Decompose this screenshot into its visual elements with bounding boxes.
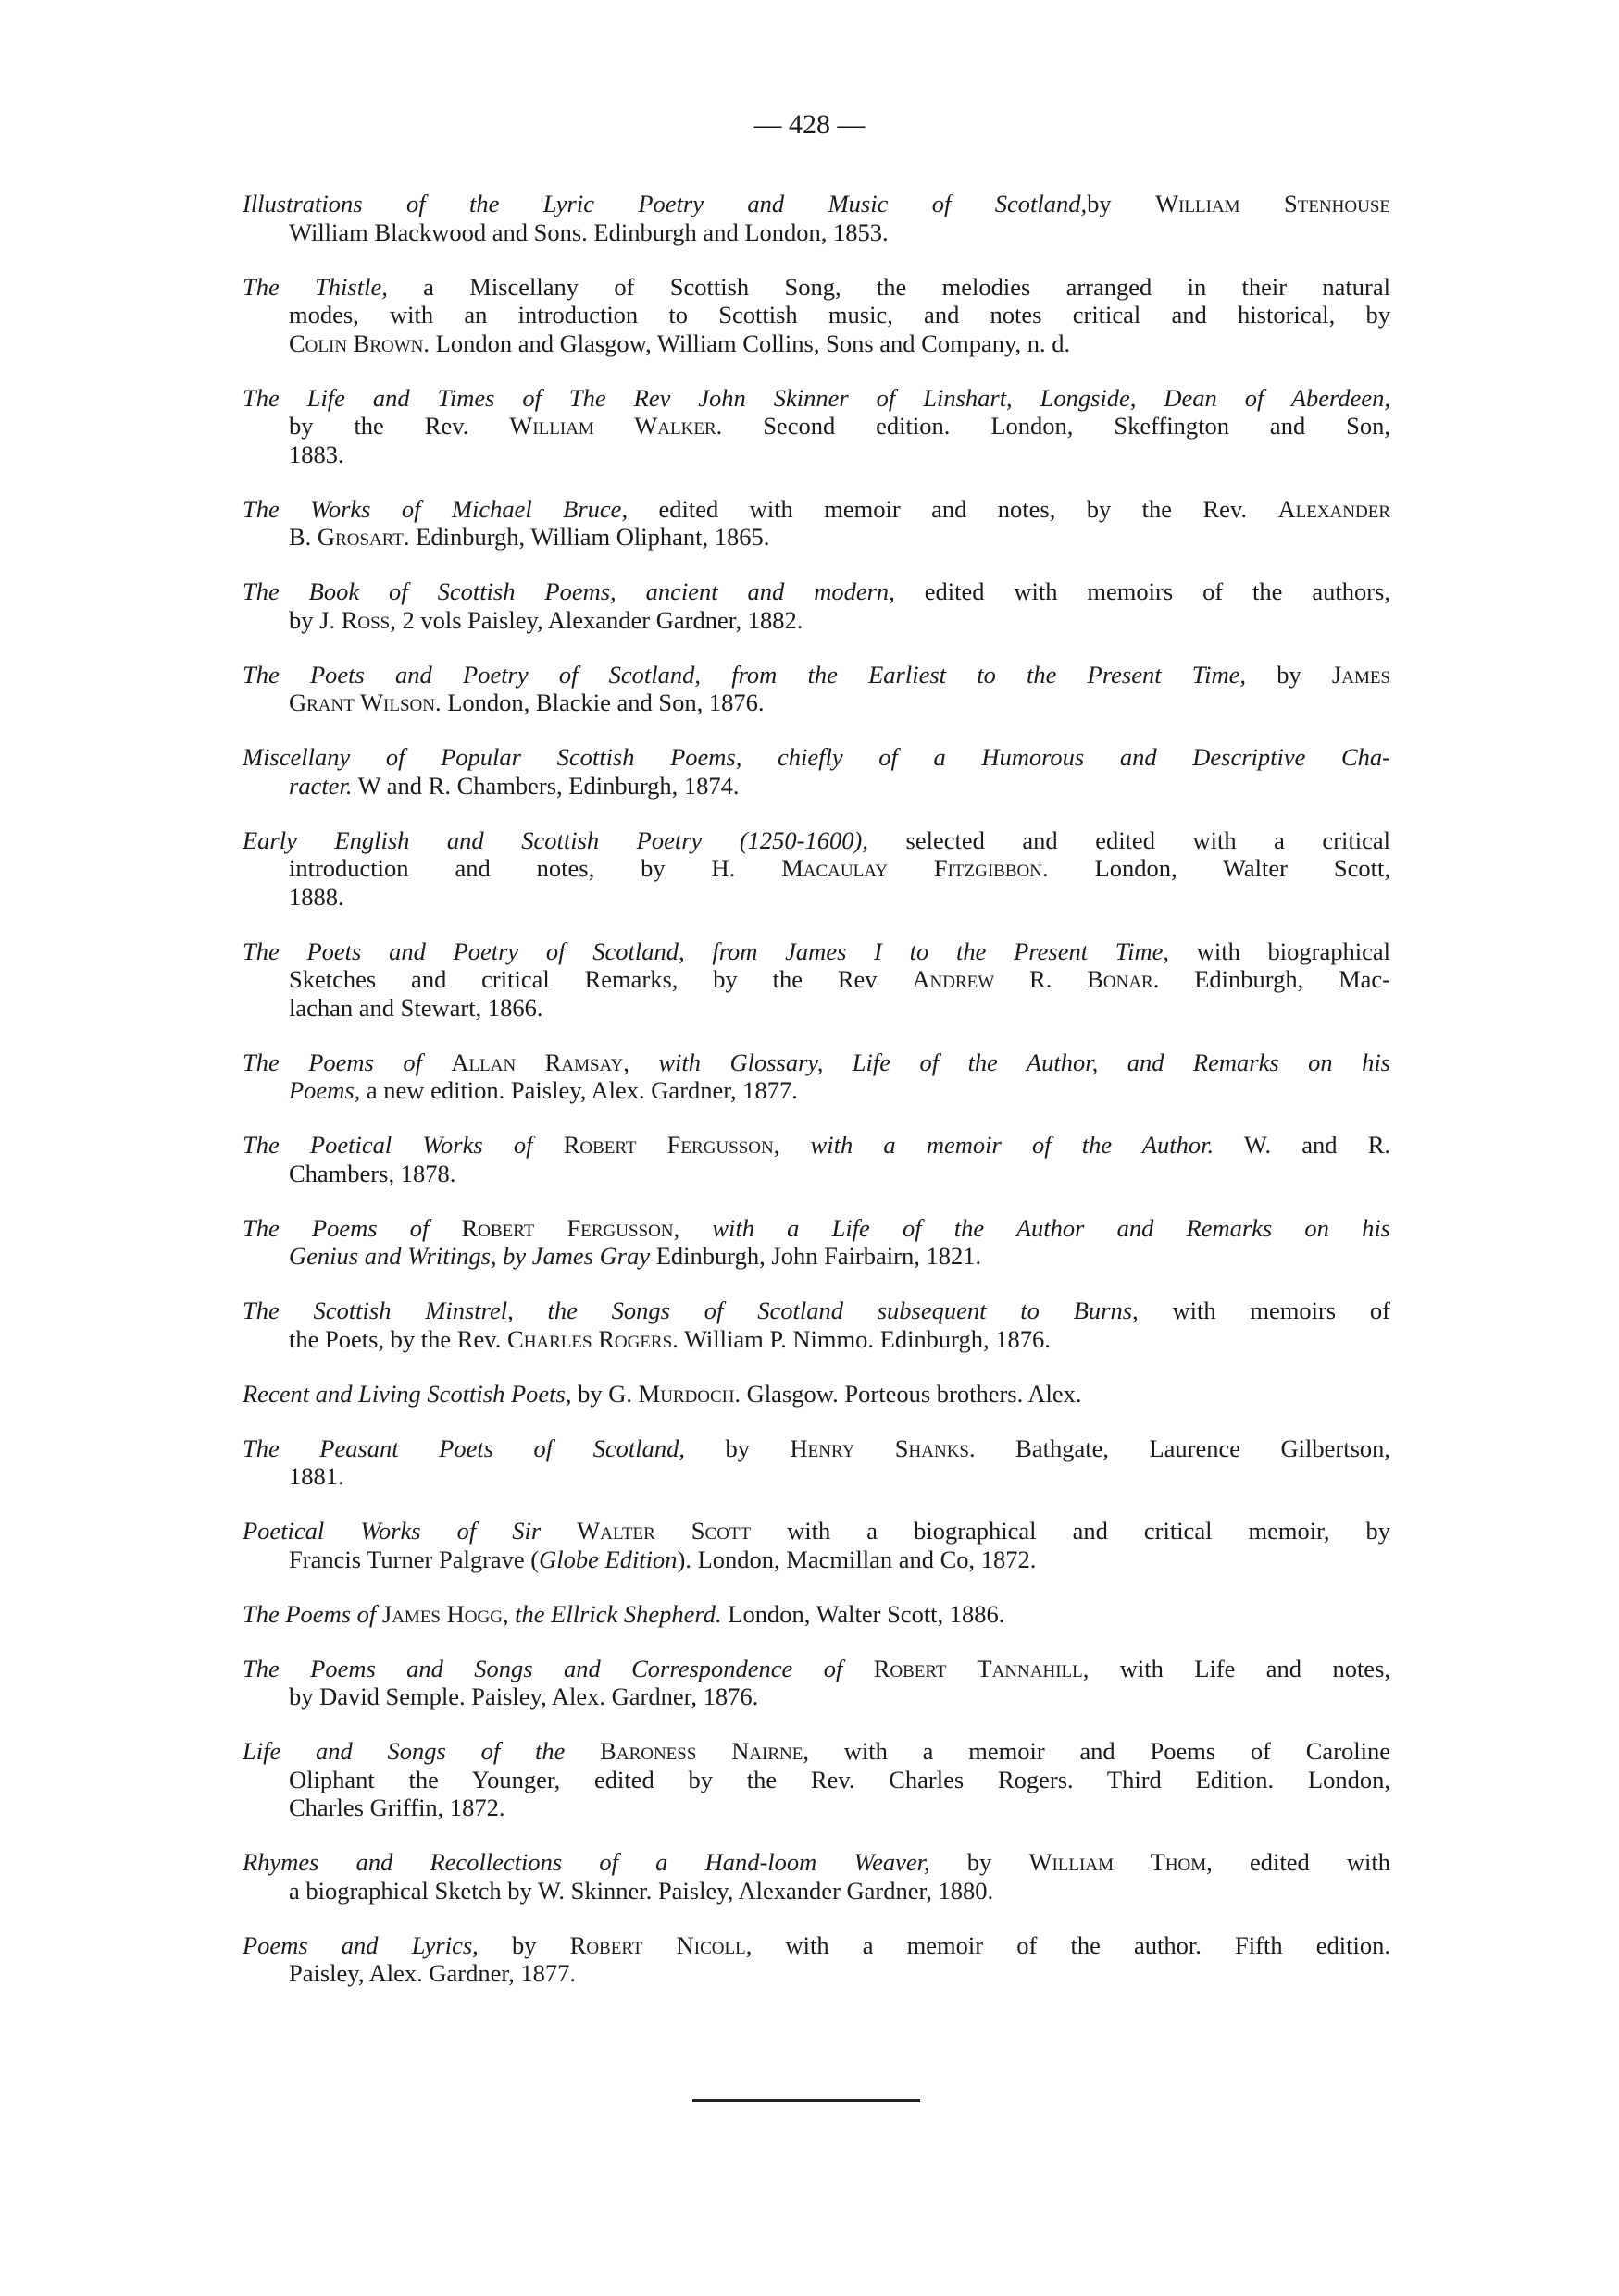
author-name: Baroness Nairne bbox=[600, 1737, 803, 1765]
author-name: Alexander bbox=[1277, 494, 1390, 523]
title-text: with a Life of the Author and Remarks on his bbox=[712, 1213, 1390, 1242]
entry-line bbox=[289, 689, 1390, 717]
page-number: — 428 — bbox=[753, 109, 866, 140]
entry-line bbox=[289, 301, 1390, 329]
entry-text: Francis Turner Palgrave ( bbox=[289, 1545, 540, 1573]
entry-line bbox=[243, 1297, 1390, 1325]
title-text: with a memoir of the Author. bbox=[810, 1131, 1214, 1159]
entry-text: 1883. bbox=[289, 440, 344, 468]
entry-text: W and R. Chambers, Edinburgh, 1874. bbox=[352, 771, 740, 800]
entry-line bbox=[289, 1545, 1390, 1574]
bibliography-entry bbox=[243, 273, 1390, 358]
author-name: William Stenhouse bbox=[1155, 190, 1390, 217]
entry-line bbox=[243, 1600, 1390, 1629]
entry-line bbox=[243, 1434, 1390, 1463]
entry-text: . Edinburgh, William Oliphant, 1865. bbox=[403, 523, 770, 551]
entry-text: a biographical Sketch by W. Skinner. Paisley, Alexander Gardner, 1880. bbox=[289, 1876, 994, 1905]
entry-text: by bbox=[1087, 190, 1156, 217]
entry-line bbox=[289, 965, 1390, 994]
author-name: William Walker bbox=[509, 412, 716, 440]
entry-text: lachan and Stewart, 1866. bbox=[289, 993, 543, 1022]
title-text: The Life and Times of The Rev John Skinner of Linshart, Longside, Dean of Aberdeen, bbox=[243, 383, 1390, 412]
entry-line bbox=[289, 218, 1390, 247]
entry-line bbox=[243, 1848, 1390, 1877]
bibliography-entry bbox=[243, 743, 1390, 800]
entry-line bbox=[243, 190, 1390, 218]
entry-text: by the Rev. bbox=[289, 412, 510, 440]
entry-text: selected and edited with a critical bbox=[867, 825, 1390, 854]
bibliography-entry bbox=[243, 1600, 1390, 1629]
entry-text: the Poets, by the Rev. bbox=[289, 1324, 508, 1353]
entry-line bbox=[289, 329, 1390, 358]
entry-text: . Edinburgh, Mac- bbox=[1152, 965, 1391, 993]
author-name: Macaulay Fitzgibbon bbox=[781, 854, 1042, 882]
entry-line bbox=[289, 1242, 1390, 1271]
entry-text: by David Semple. Paisley, Alex. Gardner, 1876. bbox=[289, 1682, 759, 1710]
entry-text: . Bathgate, Laurence Gilbertson, bbox=[969, 1433, 1391, 1462]
title-text: Rhymes and Recollections of a Hand-loom Weaver, bbox=[243, 1848, 930, 1876]
author-name: James bbox=[1331, 660, 1391, 689]
bibliography-entry bbox=[243, 1131, 1390, 1187]
entry-line bbox=[289, 523, 1390, 552]
entry-line bbox=[289, 1793, 1390, 1822]
entry-text: by bbox=[478, 1930, 570, 1959]
author-name: Grant Wilson bbox=[289, 689, 435, 716]
title-text: The Poems of bbox=[243, 1213, 462, 1242]
title-text: Genius and Writings, by James Gray bbox=[289, 1242, 651, 1270]
entry-text: William Blackwood and Sons. Edinburgh and London, 1853. bbox=[289, 217, 889, 246]
title-text: The Peasant Poets of Scotland, bbox=[243, 1433, 685, 1462]
bibliography-list bbox=[243, 190, 1390, 2014]
entry-text: modes, with an introduction to Scottish music, and notes critical and historical, by bbox=[289, 301, 1390, 329]
entry-text: , bbox=[502, 1599, 516, 1628]
entry-line bbox=[289, 441, 1390, 469]
closing-rule bbox=[692, 2099, 920, 2102]
author-name: B. Grosart bbox=[289, 523, 404, 551]
entry-text: Paisley, Alex. Gardner, 1877. bbox=[289, 1959, 577, 1987]
entry-text: , bbox=[673, 1213, 713, 1242]
entry-text: by J. bbox=[289, 605, 342, 634]
title-text: the Ellrick Shepherd. bbox=[515, 1599, 722, 1628]
entry-line bbox=[243, 1131, 1390, 1160]
entry-text: , with Life and notes, bbox=[1082, 1654, 1391, 1682]
title-text: Miscellany of Popular Scottish Poems, chiefly of a Humorous and Descriptive Cha- bbox=[243, 743, 1390, 771]
entry-line bbox=[289, 883, 1390, 912]
entry-line bbox=[243, 1380, 1390, 1409]
author-name: Robert Fergusson bbox=[461, 1213, 674, 1242]
author-name: Andrew R. Bonar bbox=[912, 965, 1153, 993]
entry-text: Sketches and critical Remarks, by the Rev bbox=[289, 965, 913, 993]
title-text: The Poems and Songs and Correspondence of bbox=[243, 1654, 874, 1682]
entry-line bbox=[289, 412, 1390, 441]
entry-text: ). London, Macmillan and Co, 1872. bbox=[677, 1545, 1037, 1573]
entry-text: Edinburgh, John Fairbairn, 1821. bbox=[650, 1242, 982, 1270]
bibliography-entry bbox=[243, 190, 1390, 246]
title-text: The Poems of bbox=[243, 1048, 452, 1076]
entry-text: edited with memoir and notes, by the Rev. bbox=[628, 494, 1278, 523]
bibliography-entry bbox=[243, 1049, 1390, 1105]
entry-text: introduction and notes, by H. bbox=[289, 854, 782, 882]
author-name: Walter Scott bbox=[577, 1517, 752, 1545]
entry-text: London, Walter Scott, 1886. bbox=[721, 1599, 1005, 1628]
entry-line bbox=[289, 1076, 1390, 1105]
author-name: Charles Rogers bbox=[507, 1324, 673, 1353]
author-name: William Thom bbox=[1028, 1848, 1207, 1876]
title-text: Early English and Scottish Poetry (1250-1600), bbox=[243, 825, 868, 854]
title-text: The Scottish Minstrel, the Songs of Scotland subsequent to Burns, bbox=[243, 1297, 1139, 1324]
author-name: Allan Ramsay bbox=[451, 1048, 624, 1076]
author-name: James Hogg bbox=[381, 1599, 503, 1628]
entry-line bbox=[289, 1325, 1390, 1354]
bibliography-entry bbox=[243, 1931, 1390, 1988]
entry-text: . William P. Nimmo. Edinburgh, 1876. bbox=[672, 1324, 1051, 1353]
entry-text: . London and Glasgow, William Collins, Sons and Company, n. d. bbox=[423, 329, 1071, 357]
entry-text: . Second edition. London, Skeffington and Son, bbox=[716, 412, 1391, 440]
entry-text: , edited with bbox=[1206, 1848, 1390, 1876]
entry-text: 1888. bbox=[289, 882, 344, 911]
title-text: Globe Edition bbox=[539, 1545, 678, 1573]
entry-text: a new edition. Paisley, Alex. Gardner, 1877. bbox=[360, 1076, 798, 1104]
entry-text: . London, Walter Scott, bbox=[1041, 854, 1390, 882]
author-name: Robert Nicoll bbox=[569, 1930, 746, 1959]
entry-line bbox=[289, 1766, 1390, 1794]
entry-line bbox=[289, 772, 1390, 800]
entry-text: Charles Griffin, 1872. bbox=[289, 1793, 505, 1821]
entry-text: edited with memoirs of the authors, bbox=[894, 577, 1390, 605]
author-name: Colin Brown bbox=[289, 329, 424, 357]
bibliography-entry bbox=[243, 1434, 1390, 1491]
author-name: Henry Shanks bbox=[790, 1433, 970, 1462]
entry-text: a Miscellany of Scottish Song, the melodies arranged in their natural bbox=[387, 272, 1390, 301]
bibliography-entry bbox=[243, 495, 1390, 552]
title-text: The Thistle, bbox=[243, 272, 388, 301]
bibliography-entry bbox=[243, 1297, 1390, 1353]
title-text: The Poetical Works of bbox=[243, 1131, 564, 1159]
entry-text: , with a memoir of the author. Fifth edition. bbox=[745, 1930, 1390, 1959]
title-text: The Poets and Poetry of Scotland, from James I to the Present Time, bbox=[243, 937, 1169, 965]
entry-line bbox=[289, 1160, 1390, 1188]
entry-line bbox=[243, 1517, 1390, 1545]
bibliography-entry bbox=[243, 1380, 1390, 1409]
entry-text: . Glasgow. Porteous brothers. Alex. bbox=[734, 1379, 1082, 1408]
entry-text: , bbox=[623, 1048, 659, 1076]
title-text: Poetical Works of Sir bbox=[243, 1517, 578, 1545]
entry-text: 1881. bbox=[289, 1462, 344, 1490]
entry-text: with a biographical and critical memoir, by bbox=[751, 1517, 1390, 1545]
entry-text: by bbox=[684, 1433, 791, 1462]
author-name: Murdoch bbox=[638, 1379, 735, 1408]
entry-line bbox=[243, 1655, 1390, 1683]
entry-line bbox=[243, 661, 1390, 689]
entry-text: Chambers, 1878. bbox=[289, 1159, 456, 1187]
entry-text: W. and R. bbox=[1214, 1131, 1391, 1159]
entry-text: , bbox=[773, 1131, 811, 1159]
author-name: Ross bbox=[341, 605, 391, 634]
bibliography-entry bbox=[243, 384, 1390, 469]
title-text: racter. bbox=[289, 771, 353, 800]
entry-line bbox=[243, 1214, 1390, 1243]
entry-line bbox=[243, 495, 1390, 524]
entry-line bbox=[289, 1959, 1390, 1988]
title-text: The Book of Scottish Poems, ancient and modern, bbox=[243, 577, 895, 605]
entry-line bbox=[289, 854, 1390, 883]
entry-line bbox=[289, 606, 1390, 635]
entry-line bbox=[243, 826, 1390, 855]
title-text: The Poets and Poetry of Scotland, from the Earliest to the Present Time, bbox=[243, 660, 1246, 689]
entry-line bbox=[243, 1737, 1390, 1766]
bibliography-entry bbox=[243, 661, 1390, 717]
entry-line bbox=[289, 1877, 1390, 1905]
entry-text: , with a memoir and Poems of Caroline bbox=[803, 1737, 1391, 1765]
title-text: with Glossary, Life of the Author, and Remarks on his bbox=[658, 1048, 1390, 1076]
entry-text: by G. bbox=[571, 1379, 639, 1408]
bibliography-entry bbox=[243, 1214, 1390, 1271]
title-text: The Works of Michael Bruce, bbox=[243, 494, 629, 523]
entry-line bbox=[243, 273, 1390, 302]
author-name: Robert Tannahill bbox=[873, 1654, 1083, 1682]
entry-line bbox=[243, 937, 1390, 966]
title-text: Poems and Lyrics, bbox=[243, 1930, 479, 1959]
bibliography-entry bbox=[243, 826, 1390, 912]
title-text: Recent and Living Scottish Poets, bbox=[243, 1379, 572, 1408]
entry-line bbox=[289, 1682, 1390, 1711]
title-text: The Poems of bbox=[243, 1599, 382, 1628]
bibliography-entry bbox=[243, 1655, 1390, 1711]
entry-line bbox=[243, 1049, 1390, 1077]
bibliography-entry bbox=[243, 1517, 1390, 1573]
entry-text: by bbox=[1245, 660, 1332, 689]
entry-text: . London, Blackie and Son, 1876. bbox=[434, 689, 765, 716]
entry-text: with memoirs of bbox=[1138, 1297, 1390, 1324]
bibliography-entry bbox=[243, 577, 1390, 634]
entry-line bbox=[243, 577, 1390, 606]
entry-line bbox=[243, 384, 1390, 413]
bibliography-entry bbox=[243, 1737, 1390, 1822]
bibliography-entry bbox=[243, 937, 1390, 1023]
entry-line bbox=[243, 1931, 1390, 1960]
entry-text: Oliphant the Younger, edited by the Rev. Charles Rogers. Third Edition. London, bbox=[289, 1765, 1390, 1793]
entry-text: with biographical bbox=[1168, 937, 1391, 965]
title-text: Illustrations of the Lyric Poetry and Music of Scotland, bbox=[243, 190, 1088, 217]
entry-text: , 2 vols Paisley, Alexander Gardner, 1882. bbox=[390, 605, 803, 634]
entry-line bbox=[243, 743, 1390, 772]
bibliography-entry bbox=[243, 1848, 1390, 1905]
entry-line bbox=[289, 1462, 1390, 1491]
title-text: Life and Songs of the bbox=[243, 1737, 601, 1765]
entry-text: by bbox=[929, 1848, 1029, 1876]
title-text: Poems, bbox=[289, 1076, 361, 1104]
author-name: Robert Fergusson bbox=[563, 1131, 774, 1159]
entry-line bbox=[289, 994, 1390, 1023]
